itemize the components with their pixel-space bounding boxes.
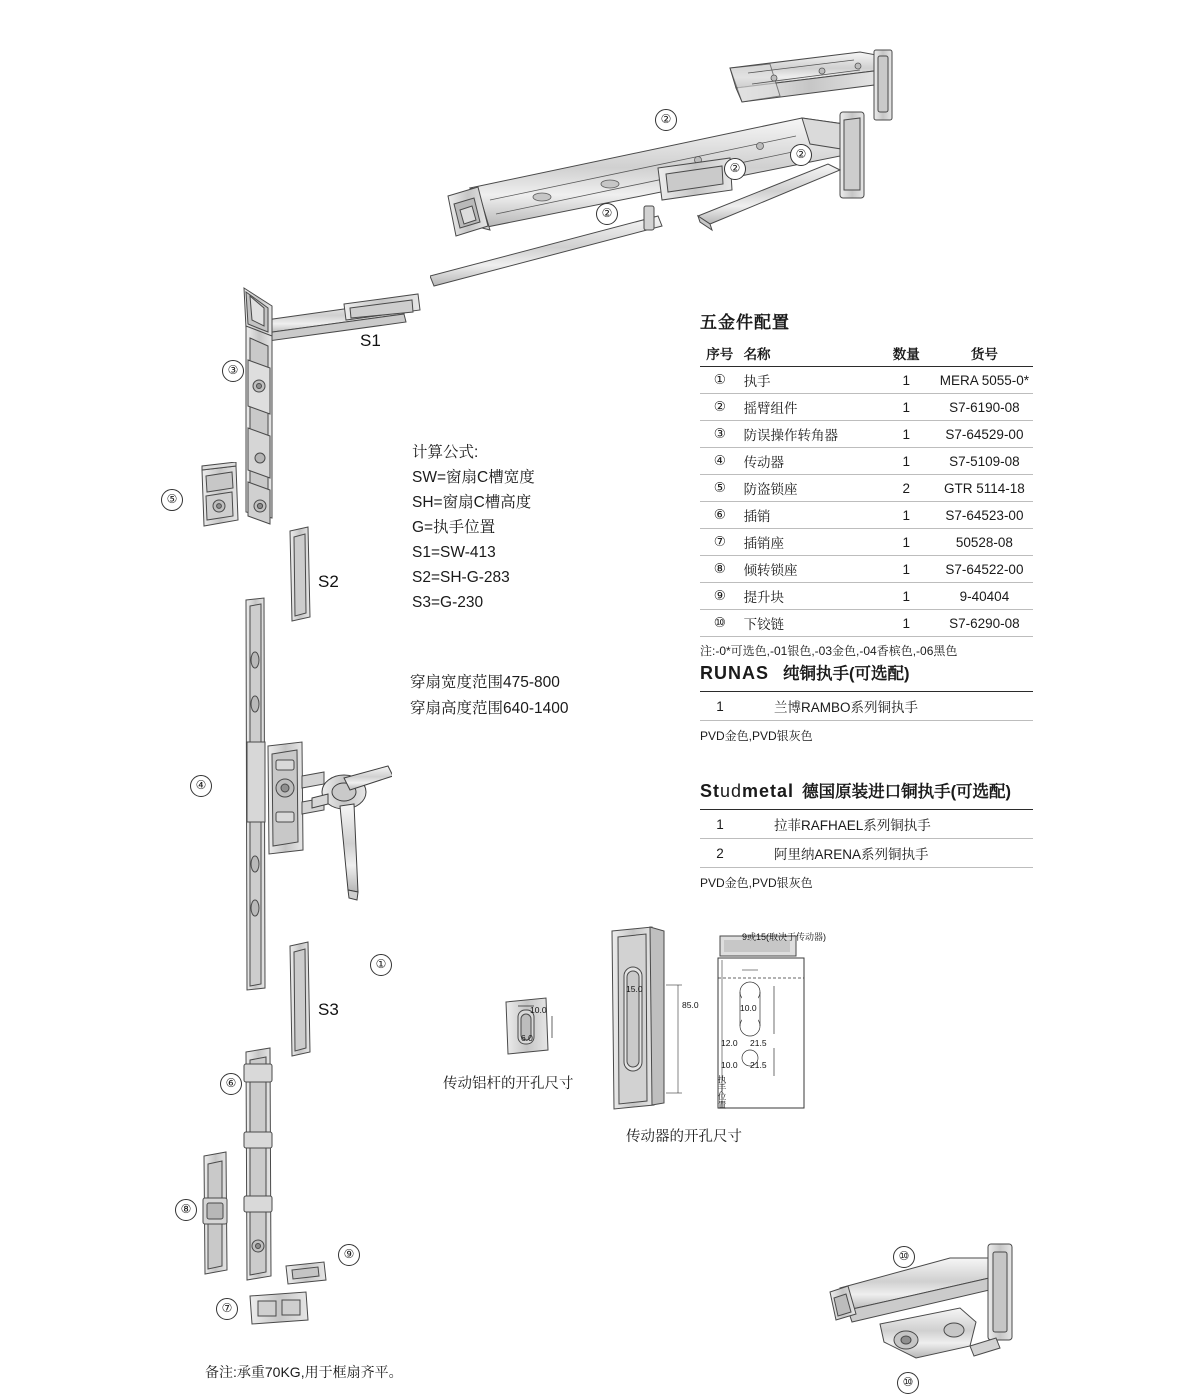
list-item bbox=[700, 692, 1033, 721]
table-row bbox=[700, 502, 1033, 529]
table-row bbox=[700, 583, 1033, 610]
table-row bbox=[700, 421, 1033, 448]
row-code: S7-6290-08 bbox=[936, 610, 1033, 637]
hardware-table-note: 注:-0*可选色,-01银色,-03金色,-04香槟色,-06黑色 bbox=[700, 644, 958, 658]
row-name: 插销 bbox=[740, 502, 877, 529]
callout-4: ④ bbox=[190, 775, 212, 797]
callout-10-b: ⑩ bbox=[897, 1372, 919, 1394]
callout-7: ⑦ bbox=[216, 1298, 238, 1320]
row-code: S7-64522-00 bbox=[936, 556, 1033, 583]
gearbox-hole-caption: 传动器的开孔尺寸 bbox=[626, 1129, 742, 1145]
row-name: 摇臂组件 bbox=[740, 394, 877, 421]
tilt-lock-keep-illustration bbox=[196, 1150, 246, 1280]
row-name: 下铰链 bbox=[740, 610, 877, 637]
col-header-index: 序号 bbox=[700, 340, 740, 367]
profile-section-illustration bbox=[606, 925, 686, 1115]
row-code: S7-5109-08 bbox=[936, 448, 1033, 475]
row-code: S7-64529-00 bbox=[936, 421, 1033, 448]
row-index: ⑥ bbox=[700, 502, 740, 529]
studmetal-row-name: 拉菲RAFHAEL系列铜执手 bbox=[740, 810, 1033, 839]
table-row bbox=[700, 610, 1033, 637]
row-name: 执手 bbox=[740, 367, 877, 394]
row-qty: 2 bbox=[877, 475, 936, 502]
row-code: 50528-08 bbox=[936, 529, 1033, 556]
callout-5: ⑤ bbox=[161, 489, 183, 511]
row-name: 防误操作转角器 bbox=[740, 421, 877, 448]
studmetal-row-name: 阿里纳ARENA系列铜执手 bbox=[740, 839, 1033, 868]
studmetal-logo-part3: metal bbox=[742, 781, 795, 801]
callout-1: ① bbox=[370, 954, 392, 976]
row-index: ⑩ bbox=[700, 610, 740, 637]
row-index: ⑤ bbox=[700, 475, 740, 502]
callout-6: ⑥ bbox=[220, 1073, 242, 1095]
table-row bbox=[700, 475, 1033, 502]
row-name: 防盗锁座 bbox=[740, 475, 877, 502]
row-qty: 1 bbox=[877, 583, 936, 610]
row-name: 插销座 bbox=[740, 529, 877, 556]
runas-row-name: 兰博RAMBO系列铜执手 bbox=[740, 692, 1033, 721]
formula-line-3: G=执手位置 bbox=[412, 519, 496, 536]
bolt-keep-illustration bbox=[246, 1290, 316, 1328]
rod-dim-height: 6.0 bbox=[521, 1033, 533, 1043]
callout-2-c: ② bbox=[790, 144, 812, 166]
row-code: GTR 5114-18 bbox=[936, 475, 1033, 502]
runas-logo: RUNAS bbox=[700, 663, 770, 683]
formula-line-0: 计算公式: bbox=[412, 444, 479, 461]
label-s2: S2 bbox=[318, 572, 339, 591]
row-index: ③ bbox=[700, 421, 740, 448]
row-qty: 1 bbox=[877, 448, 936, 475]
label-s1: S1 bbox=[360, 331, 381, 350]
studmetal-section bbox=[700, 778, 1033, 891]
studmetal-logo-part1: St bbox=[700, 781, 720, 801]
table-header-row bbox=[700, 340, 1033, 367]
list-item bbox=[700, 839, 1033, 868]
row-index: ⑦ bbox=[700, 529, 740, 556]
row-index: ② bbox=[700, 394, 740, 421]
row-index: ⑧ bbox=[700, 556, 740, 583]
callout-8: ⑧ bbox=[175, 1199, 197, 1221]
row-code: S7-64523-00 bbox=[936, 502, 1033, 529]
bottom-hinge-illustration bbox=[820, 1230, 1040, 1380]
row-code: 9-40404 bbox=[936, 583, 1033, 610]
lift-block-illustration bbox=[282, 1258, 332, 1290]
footer-note: 备注:承重70KG,用于框扇齐平。 bbox=[205, 1364, 403, 1380]
callout-9: ⑨ bbox=[338, 1244, 360, 1266]
callout-2-b: ② bbox=[724, 158, 746, 180]
formula-line-4: S1=SW-413 bbox=[412, 544, 496, 561]
studmetal-note: PVD金色,PVD银灰色 bbox=[700, 876, 813, 890]
hardware-table bbox=[700, 340, 1033, 637]
gearbox-dim-2: 12.0 bbox=[721, 1038, 738, 1048]
studmetal-table bbox=[700, 809, 1033, 868]
range-width: 穿扇宽度范围475-800 bbox=[410, 674, 560, 691]
callout-2-a: ② bbox=[655, 109, 677, 131]
hardware-config-section bbox=[700, 308, 1033, 659]
rod-dim-width: 10.0 bbox=[530, 1005, 547, 1015]
gearbox-dim-4: 10.0 bbox=[721, 1060, 738, 1070]
formula-line-5: S2=SH-G-283 bbox=[412, 569, 510, 586]
stay-arm-assembly-illustration bbox=[430, 40, 950, 340]
table-row bbox=[700, 556, 1033, 583]
hardware-table-title: 五金件配置 bbox=[700, 313, 790, 332]
col-header-qty: 数量 bbox=[877, 340, 936, 367]
row-qty: 1 bbox=[877, 502, 936, 529]
handle-gearbox-illustration bbox=[262, 740, 392, 920]
formula-line-6: S3=G-230 bbox=[412, 594, 484, 611]
formula-line-2: SH=窗扇C槽高度 bbox=[412, 494, 532, 511]
anti-theft-lock-keep-illustration bbox=[190, 462, 250, 534]
table-row bbox=[700, 448, 1033, 475]
row-qty: 1 bbox=[877, 394, 936, 421]
row-name: 倾转锁座 bbox=[740, 556, 877, 583]
runas-note: PVD金色,PVD银灰色 bbox=[700, 729, 813, 743]
s2-plate-illustration bbox=[282, 525, 316, 625]
studmetal-logo bbox=[700, 781, 794, 802]
runas-section bbox=[700, 660, 1033, 744]
studmetal-logo-part2: ud bbox=[720, 781, 743, 801]
table-row bbox=[700, 367, 1033, 394]
studmetal-title: 德国原装进口铜执手(可选配) bbox=[802, 783, 1012, 801]
row-name: 传动器 bbox=[740, 448, 877, 475]
row-index: ⑨ bbox=[700, 583, 740, 610]
gearbox-dim-5: 21.5 bbox=[750, 1060, 767, 1070]
studmetal-row-index: 2 bbox=[700, 839, 740, 868]
row-code: S7-6190-08 bbox=[936, 394, 1033, 421]
profile-dim-15: 15.0 bbox=[626, 984, 643, 994]
formula-block bbox=[412, 440, 652, 615]
profile-dim-85: 85.0 bbox=[682, 1000, 699, 1010]
row-name: 提升块 bbox=[740, 583, 877, 610]
gearbox-top-note: 9或15(取决于传动器) bbox=[742, 932, 827, 942]
label-s3: S3 bbox=[318, 1000, 339, 1019]
table-row bbox=[700, 394, 1033, 421]
formula-line-1: SW=窗扇C槽宽度 bbox=[412, 469, 535, 486]
range-block bbox=[410, 670, 670, 722]
gearbox-dim-3: 21.5 bbox=[750, 1038, 767, 1048]
col-header-code: 货号 bbox=[936, 340, 1033, 367]
row-qty: 1 bbox=[877, 367, 936, 394]
range-height: 穿扇高度范围640-1400 bbox=[410, 700, 569, 717]
callout-3: ③ bbox=[222, 360, 244, 382]
table-row bbox=[700, 529, 1033, 556]
row-qty: 1 bbox=[877, 421, 936, 448]
gearbox-hole-detail-illustration bbox=[712, 930, 842, 1120]
s3-plate-illustration bbox=[282, 940, 316, 1060]
row-qty: 1 bbox=[877, 529, 936, 556]
runas-row-index: 1 bbox=[700, 692, 740, 721]
runas-title: 纯铜执手(可选配) bbox=[783, 665, 910, 683]
runas-table bbox=[700, 691, 1033, 721]
row-code: MERA 5055-0* bbox=[936, 367, 1033, 394]
row-index: ① bbox=[700, 367, 740, 394]
row-qty: 1 bbox=[877, 556, 936, 583]
list-item bbox=[700, 810, 1033, 839]
gearbox-side-note: 执手位置 bbox=[717, 1075, 727, 1109]
callout-2-d: ② bbox=[596, 203, 618, 225]
row-index: ④ bbox=[700, 448, 740, 475]
col-header-name: 名称 bbox=[740, 340, 877, 367]
callout-10-a: ⑩ bbox=[893, 1246, 915, 1268]
studmetal-row-index: 1 bbox=[700, 810, 740, 839]
gearbox-dim-1: 10.0 bbox=[740, 1003, 757, 1013]
row-qty: 1 bbox=[877, 610, 936, 637]
rod-hole-caption: 传动铝杆的开孔尺寸 bbox=[443, 1076, 574, 1092]
